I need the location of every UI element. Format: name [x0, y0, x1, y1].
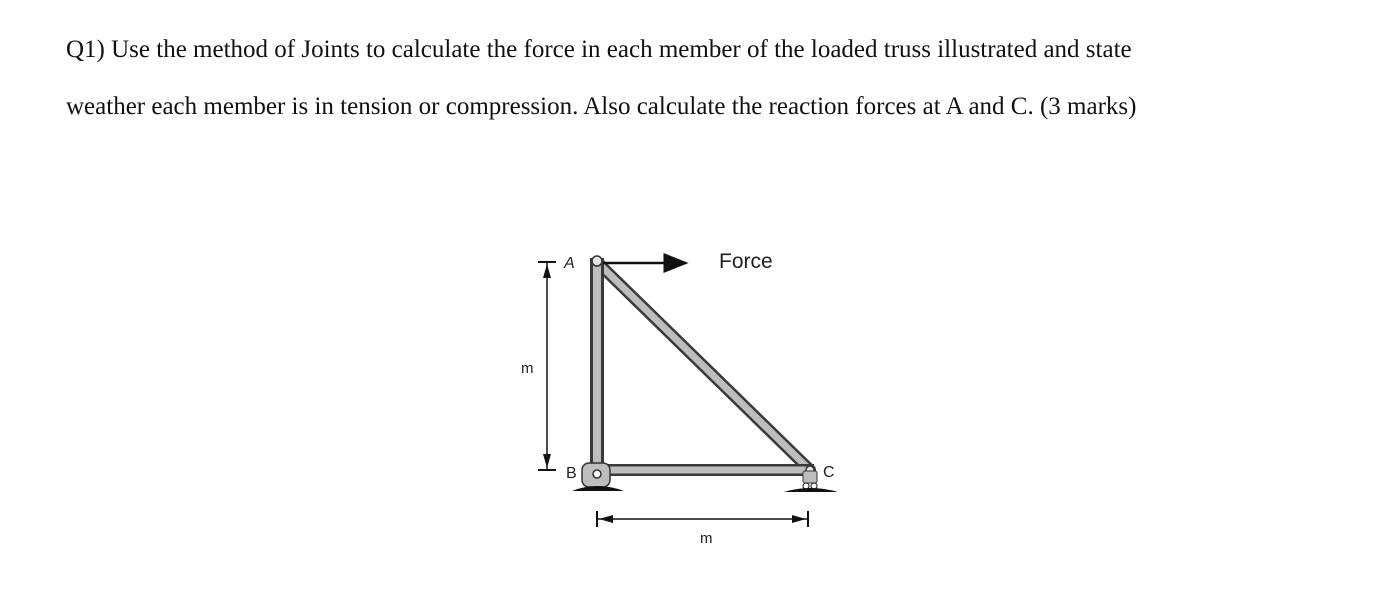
member-ac [597, 262, 810, 470]
horizontal-dimension [597, 511, 808, 527]
joint-a-pin [592, 256, 602, 266]
joint-c-label: C [823, 464, 835, 481]
horizontal-dimension-label: m [700, 530, 713, 547]
question-line-2: weather each member is in tension or compression. Also calculate the reaction forces at A and C. (3 marks) [66, 93, 1137, 120]
member-bc [594, 464, 814, 476]
question-line-1: Q1) Use the method of Joints to calculate the force in each member of the loaded truss illustrated and state [66, 36, 1132, 63]
member-ab [590, 258, 604, 472]
joint-b-label: B [566, 465, 577, 482]
force-label: Force [719, 250, 773, 273]
joint-a-label: A [564, 255, 575, 272]
vertical-dimension [538, 262, 556, 470]
vertical-dimension-label: m [521, 360, 534, 377]
